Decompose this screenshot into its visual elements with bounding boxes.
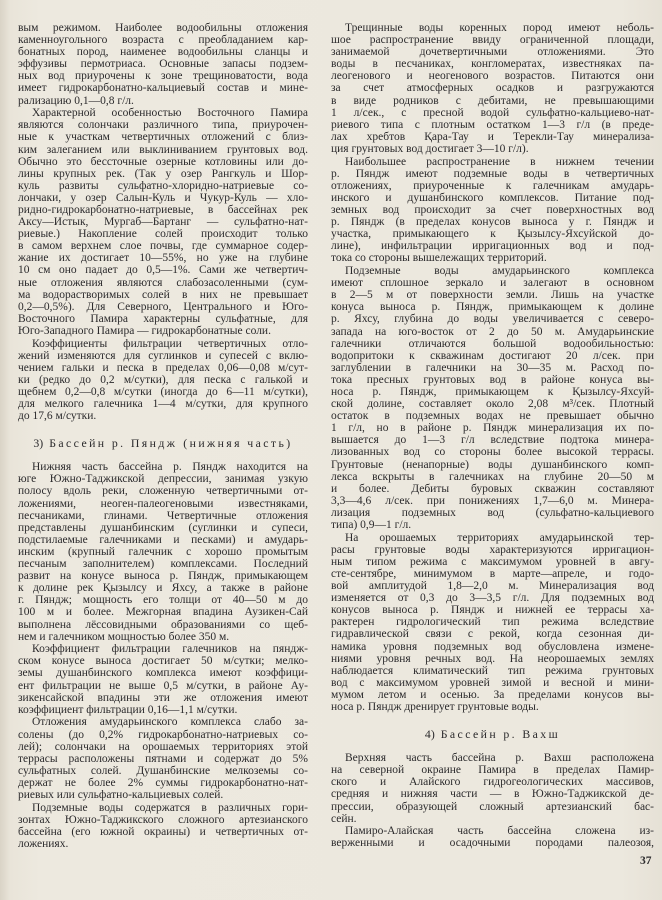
heading-number: 3) bbox=[33, 436, 44, 451]
text-line: ент фильтрации не выше 0,5 м/сутки, в районе Ау- bbox=[18, 679, 308, 692]
text-line: конуса выноса р. Пяндж, примыкающем к долине bbox=[331, 301, 654, 314]
text-line: земы душанбинского комплекса имеют коэффици- bbox=[18, 667, 308, 680]
text-line: лизованных вод со стороны более высокой террасы. bbox=[331, 446, 654, 459]
text-line: риевых или сульфатно-кальциевых солей. bbox=[18, 789, 224, 801]
text-line: Трещинные воды коренных пород имеют неболь- bbox=[345, 22, 654, 34]
section-heading bbox=[331, 728, 654, 741]
text-line: лекса вскрыты в галечниках на глубине 20—50 м bbox=[331, 470, 654, 483]
text-line: лине), инфильтрации ирригационных вод и под- bbox=[331, 240, 654, 253]
left-text-column bbox=[18, 22, 308, 851]
paragraph bbox=[331, 156, 654, 265]
text-line: На орошаемых территориях амударьинской тер- bbox=[345, 531, 654, 544]
text-line: риевые.) Накопление солей происходит только bbox=[18, 228, 308, 241]
paragraph bbox=[18, 22, 308, 107]
text-line: гидравлической связи с рекой, когда сезонная ди- bbox=[331, 628, 654, 641]
text-line: носа р. Пяндж дренирует грунтовые воды. bbox=[331, 701, 539, 714]
text-line: водопритоки к скважинам достигают 20 л/сек. при bbox=[331, 349, 654, 362]
text-line: Юго-Западного Памира — гидрокарбонатные соли. bbox=[18, 324, 271, 337]
text-line: песчаным заполнителем) комплексами. Последний bbox=[18, 558, 308, 571]
text-line: вышается до 1—3 г/л вследствие подтока минера- bbox=[331, 434, 654, 447]
text-line: заглублении в галечники на 30—35 м. Расход по- bbox=[331, 361, 654, 374]
text-line: наблюдается климатический тип режима грунтовых bbox=[331, 664, 654, 677]
text-line: Обычно это бессточные озерные котловины или до- bbox=[18, 155, 308, 168]
text-line: Нижняя часть бассейна р. Пяндж находится на bbox=[32, 461, 308, 474]
text-line: представлены душанбинским (суглинки и супеси, bbox=[18, 521, 308, 534]
text-line: куль развиты сульфатно-хлоридно-натриевые со- bbox=[18, 179, 308, 192]
text-line: ложениях. bbox=[18, 837, 69, 850]
text-line: отложениях, приуроченные к галечникам амударь- bbox=[331, 179, 654, 192]
text-line: 3,3—4,6 л/сек. при понижениях 1,7—6,0 м. Минера- bbox=[331, 494, 654, 507]
text-line: вым режимом. Наиболее водообильны отложения bbox=[18, 22, 308, 34]
paragraph bbox=[18, 643, 308, 716]
text-line: Отложения амударьинского комплекса слабо за- bbox=[32, 716, 308, 729]
paragraph bbox=[18, 802, 308, 850]
paragraph bbox=[18, 107, 308, 337]
text-line: 1 л/сек., с пресной водой сульфатно-кальциево-нат- bbox=[331, 106, 654, 119]
paragraph bbox=[331, 532, 654, 713]
text-line: подстилаемые галечниками и песками) и амударь- bbox=[18, 533, 308, 546]
text-line: рактерен гидрологический тип режима вследствие bbox=[331, 616, 654, 629]
paragraph bbox=[18, 338, 308, 423]
text-line: ким залеганием или выклиниванием грунтовых вод. bbox=[18, 143, 308, 156]
text-line: земных вод происходит за счет поверхностных вод bbox=[331, 204, 654, 216]
text-line: ным типом режима с максимумом уровней в авгу- bbox=[331, 555, 654, 568]
text-line: р. Яхсу, глубина до воды увеличивается с северо- bbox=[331, 313, 654, 326]
text-line: занимаемой дочетвертичными отложениями. Это bbox=[331, 46, 654, 59]
text-line: за счет атмосферных осадков и разгружаются bbox=[331, 82, 654, 95]
text-line: 1 г/л, но в районе р. Пяндж минерализация их по- bbox=[331, 422, 654, 435]
text-line: остаток в подземных водах не превышает обычно bbox=[331, 410, 654, 423]
heading-number: 4) bbox=[424, 727, 435, 742]
text-line: бассейна (его южной окраины) и четвертичных от- bbox=[18, 825, 308, 838]
text-line: типа) 0,9—1 г/л. bbox=[331, 519, 412, 532]
text-line: Верхняя часть бассейна р. Вахш расположена bbox=[345, 752, 654, 765]
text-line: ской долине, составляет около 2,08 м³/сек. Плотный bbox=[331, 398, 654, 411]
text-line: 0,2—0,5%). Для Северного, Центрального и Юго- bbox=[18, 300, 308, 313]
text-line: ма водорастворимых солей в них не превышает bbox=[18, 288, 308, 301]
text-line: полосу вдоль реки, сложенную четвертичными от- bbox=[18, 485, 308, 498]
text-line: рализацию 0,1—0,8 г/л. bbox=[18, 94, 134, 107]
text-line: на северной окраине Памира в пределах Памир- bbox=[331, 764, 654, 777]
text-line: зонтах Южно-Таджикского сложного артезианского bbox=[18, 813, 308, 826]
text-line: Аксу—Истык, Мургаб—Бартанг — сульфатно-нат- bbox=[18, 216, 308, 229]
text-line: лах хребтов Қара-Тау и Терекли-Тау минерализа- bbox=[331, 130, 654, 143]
text-line: верженными и осадочными породами палеозоя, bbox=[331, 837, 654, 850]
text-line: средняя и нижняя части — в Южно-Таджикской де- bbox=[331, 788, 654, 801]
text-line: шое распространение ввиду ограниченной площади, bbox=[331, 34, 654, 47]
text-line: держат не более 2% суммы гидрокарбонатно-нат- bbox=[18, 776, 308, 789]
text-line: в 2—5 м от поверхности земли. Лишь на участке bbox=[331, 289, 654, 302]
text-line: мумом летом и осенью. За пределами конусов вы- bbox=[331, 688, 654, 701]
text-line: к долине рек Қызылсу и Яхсу, а также в районе bbox=[18, 582, 308, 595]
text-line: чением гальки и песка в пределах 0,06—0,08 м/сут- bbox=[18, 361, 308, 374]
paragraph bbox=[331, 265, 654, 531]
text-line: запада на юго-восток от 2 до 50 м. Амударьинские bbox=[331, 325, 654, 338]
text-line: имеет гидрокарбонатно-кальциевый состав и мине- bbox=[18, 82, 308, 95]
text-line: участка, примыкающего к Қызылсу-Яхсуйской до- bbox=[331, 228, 654, 241]
text-line: ского и Алайского гидрогеологических массивов, bbox=[331, 776, 654, 789]
text-line: лизация подземных вод (сульфатно-кальциевого bbox=[331, 506, 654, 519]
text-line: тока со стороны вышележащих территорий. bbox=[331, 252, 547, 265]
text-line: 10 см оно падает до 0,5—1%. Сами же четвертич- bbox=[18, 264, 308, 277]
text-line: лей); солончаки на орошаемых территориях этой bbox=[18, 740, 308, 753]
text-line: юге Южно-Таджикской депрессии, занимая узкую bbox=[18, 473, 308, 486]
paragraph bbox=[331, 22, 654, 155]
text-line: в самом верхнем слое почвы, где суммарное содер- bbox=[18, 240, 308, 253]
text-line: песчаниками, глинами. Четвертичные отложения bbox=[18, 509, 308, 522]
text-line: вой амплитудой 1,8—2,0 м. Минерализация вод bbox=[331, 580, 654, 593]
text-line: сте-сентябре, минимумом в марте—апреле, и годо- bbox=[331, 568, 654, 580]
text-line: Подземные воды амударьинского комплекса bbox=[345, 265, 654, 278]
paragraph bbox=[331, 752, 654, 825]
text-line: р. Пяндж имеют подземные воды в четвертичных bbox=[331, 167, 654, 180]
text-line: щебнем 0,2—0,8 м/сутки (иногда до 6—11 м/сутки), bbox=[18, 386, 308, 398]
text-line: намика уровня подземных вод обусловлена измене- bbox=[331, 640, 654, 653]
text-line: Наибольшее распространение в нижнем течении bbox=[345, 155, 654, 168]
text-line: конусов выноса р. Пяндж и нижней ее террасы ха- bbox=[331, 604, 654, 617]
right-text-column bbox=[331, 22, 654, 850]
text-line: ридно-гидрокарбонатно-натриевые, в бассейнах рек bbox=[18, 204, 308, 216]
text-line: ском конусе выноса достигает 50 м/сутки; мелко- bbox=[18, 655, 308, 668]
paragraph bbox=[18, 716, 308, 801]
text-line: инским (крупный галечник с хорошо промытым bbox=[18, 545, 308, 558]
text-line: для мелкого галечника 1—4 м/сутки, для крупного bbox=[18, 398, 308, 411]
text-line: галечники отличаются большой водообильностью: bbox=[331, 337, 654, 350]
text-line: Подземные воды содержатся в различных гори- bbox=[32, 801, 308, 814]
text-line: жание их достигает 10—55%, но уже на глубине bbox=[18, 252, 308, 265]
text-line: ные к участкам четвертичных отложений с близ- bbox=[18, 131, 308, 144]
text-line: нем и галечником мощностью более 350 м. bbox=[18, 630, 230, 643]
text-line: выполнена лёссовидными образованиями со щеб- bbox=[18, 618, 308, 631]
text-line: лончаки, у озер Салын-Куль и Чукур-Куль — хло- bbox=[18, 191, 308, 204]
text-line: имеют сплошное зеркало и залегают в основном bbox=[331, 277, 654, 290]
text-line: инского и душанбинского комплексов. Питание под- bbox=[331, 191, 654, 204]
text-line: 100 м и более. Межгорная впадина Аузикен-Сай bbox=[18, 606, 308, 619]
text-line: леогенового и неогенового возрастов. Питаются они bbox=[331, 70, 654, 83]
text-line: прессии, образующей сложный артезианский бас- bbox=[331, 800, 654, 813]
heading-subtitle: (нижняя часть) bbox=[183, 436, 293, 451]
text-line: террасы расположены пятнами и содержат до 5% bbox=[18, 752, 308, 765]
text-line: бонатных пород, наименее водообильны сланцы и bbox=[18, 46, 308, 59]
text-line: риевого типа с плотным остатком 1—3 г/л (в преде- bbox=[331, 118, 654, 131]
text-line: развит на конусе выноса р. Пяндж, примыкающем bbox=[18, 570, 308, 583]
text-line: лины крупных рек. (Так у озер Рангкуль и Шор- bbox=[18, 167, 308, 180]
text-line: тока пресных грунтовых вод в районе конуса вы- bbox=[331, 373, 654, 386]
text-line: Восточного Памира характерны сульфатные, для bbox=[18, 312, 308, 325]
text-line: сульфатных солей. Душанбинские мелкоземы со- bbox=[18, 764, 308, 777]
text-line: р. Пяндж (в пределах конусов выноса у г. Пяндж и bbox=[331, 216, 654, 229]
text-line: воды в песчаниках, конгломератах, известняках па- bbox=[331, 58, 654, 71]
paragraph bbox=[18, 461, 308, 642]
text-line: сейн. bbox=[331, 812, 357, 825]
text-line: изменяется от 0,3 до 3—3,5 г/л. Для подземных вод bbox=[331, 592, 654, 605]
text-line: носа р. Пяндж, примыкающем к Қызылсу-Яхсуй- bbox=[331, 386, 654, 398]
text-line: ные отложения являются слабозасоленными (сум- bbox=[18, 276, 308, 289]
text-line: Коэффициент фильтрации галечников на пяндж- bbox=[32, 643, 308, 656]
text-line: солены (до 0,2% гидрокарбонатно-натриевых со- bbox=[18, 728, 308, 741]
text-line: являются солончаки различного типа, приурочен- bbox=[18, 119, 308, 132]
heading-title: Бассейн р. Пяндж bbox=[49, 436, 178, 451]
text-line: каменноугольного возраста с преобладанием кар- bbox=[18, 34, 308, 47]
section-heading bbox=[18, 437, 308, 450]
text-line: Грунтовые (ненапорные) воды душанбинского комп- bbox=[331, 458, 654, 471]
text-line: и более. Дебиты буровых скважин составляют bbox=[331, 482, 654, 495]
text-line: зикенсайской впадины эти же отложения имеют bbox=[18, 691, 308, 704]
text-line: вод с максимумом уровней зимой и весной и мини- bbox=[331, 676, 654, 689]
text-line: ниями уровня речных вод. На неорошаемых землях bbox=[331, 652, 654, 665]
page-number: 37 bbox=[640, 855, 652, 867]
text-line: Коэффициенты фильтрации четвертичных отло- bbox=[32, 337, 308, 350]
paragraph bbox=[331, 825, 654, 849]
text-line: ных вод приурочены к зоне трещиноватости, вода bbox=[18, 70, 308, 83]
text-line: ция грунтовых вод достигает 3—10 г/л). bbox=[331, 142, 529, 155]
text-line: в виде родников с дебитами, не превышающими bbox=[331, 94, 654, 107]
heading-title: Бассейн р. Вахш bbox=[440, 727, 561, 742]
text-line: расы грунтовые воды характеризуются ирригацион- bbox=[331, 543, 654, 556]
text-line: эффузивы пермотриаса. Основные запасы подзем- bbox=[18, 58, 308, 71]
text-line: Характерной особенностью Восточного Памира bbox=[32, 107, 308, 120]
text-line: ки (редко до 0,2 м/сутки), для песка с галькой и bbox=[18, 373, 308, 386]
text-line: ложениями, неоген-палеогеновыми известняками, bbox=[18, 497, 308, 510]
text-line: до 17,6 м/сутки. bbox=[18, 410, 97, 423]
text-line: г. Пяндж; мощность его толщи от 40—50 м до bbox=[18, 594, 308, 607]
text-line: коэффициент фильтрации 0,16—1,1 м/сутки. bbox=[18, 703, 238, 716]
text-line: Памиро-Алайская часть бассейна сложена из- bbox=[345, 825, 654, 838]
text-line: жений изменяются для суглинков и супесей с вклю- bbox=[18, 349, 308, 362]
